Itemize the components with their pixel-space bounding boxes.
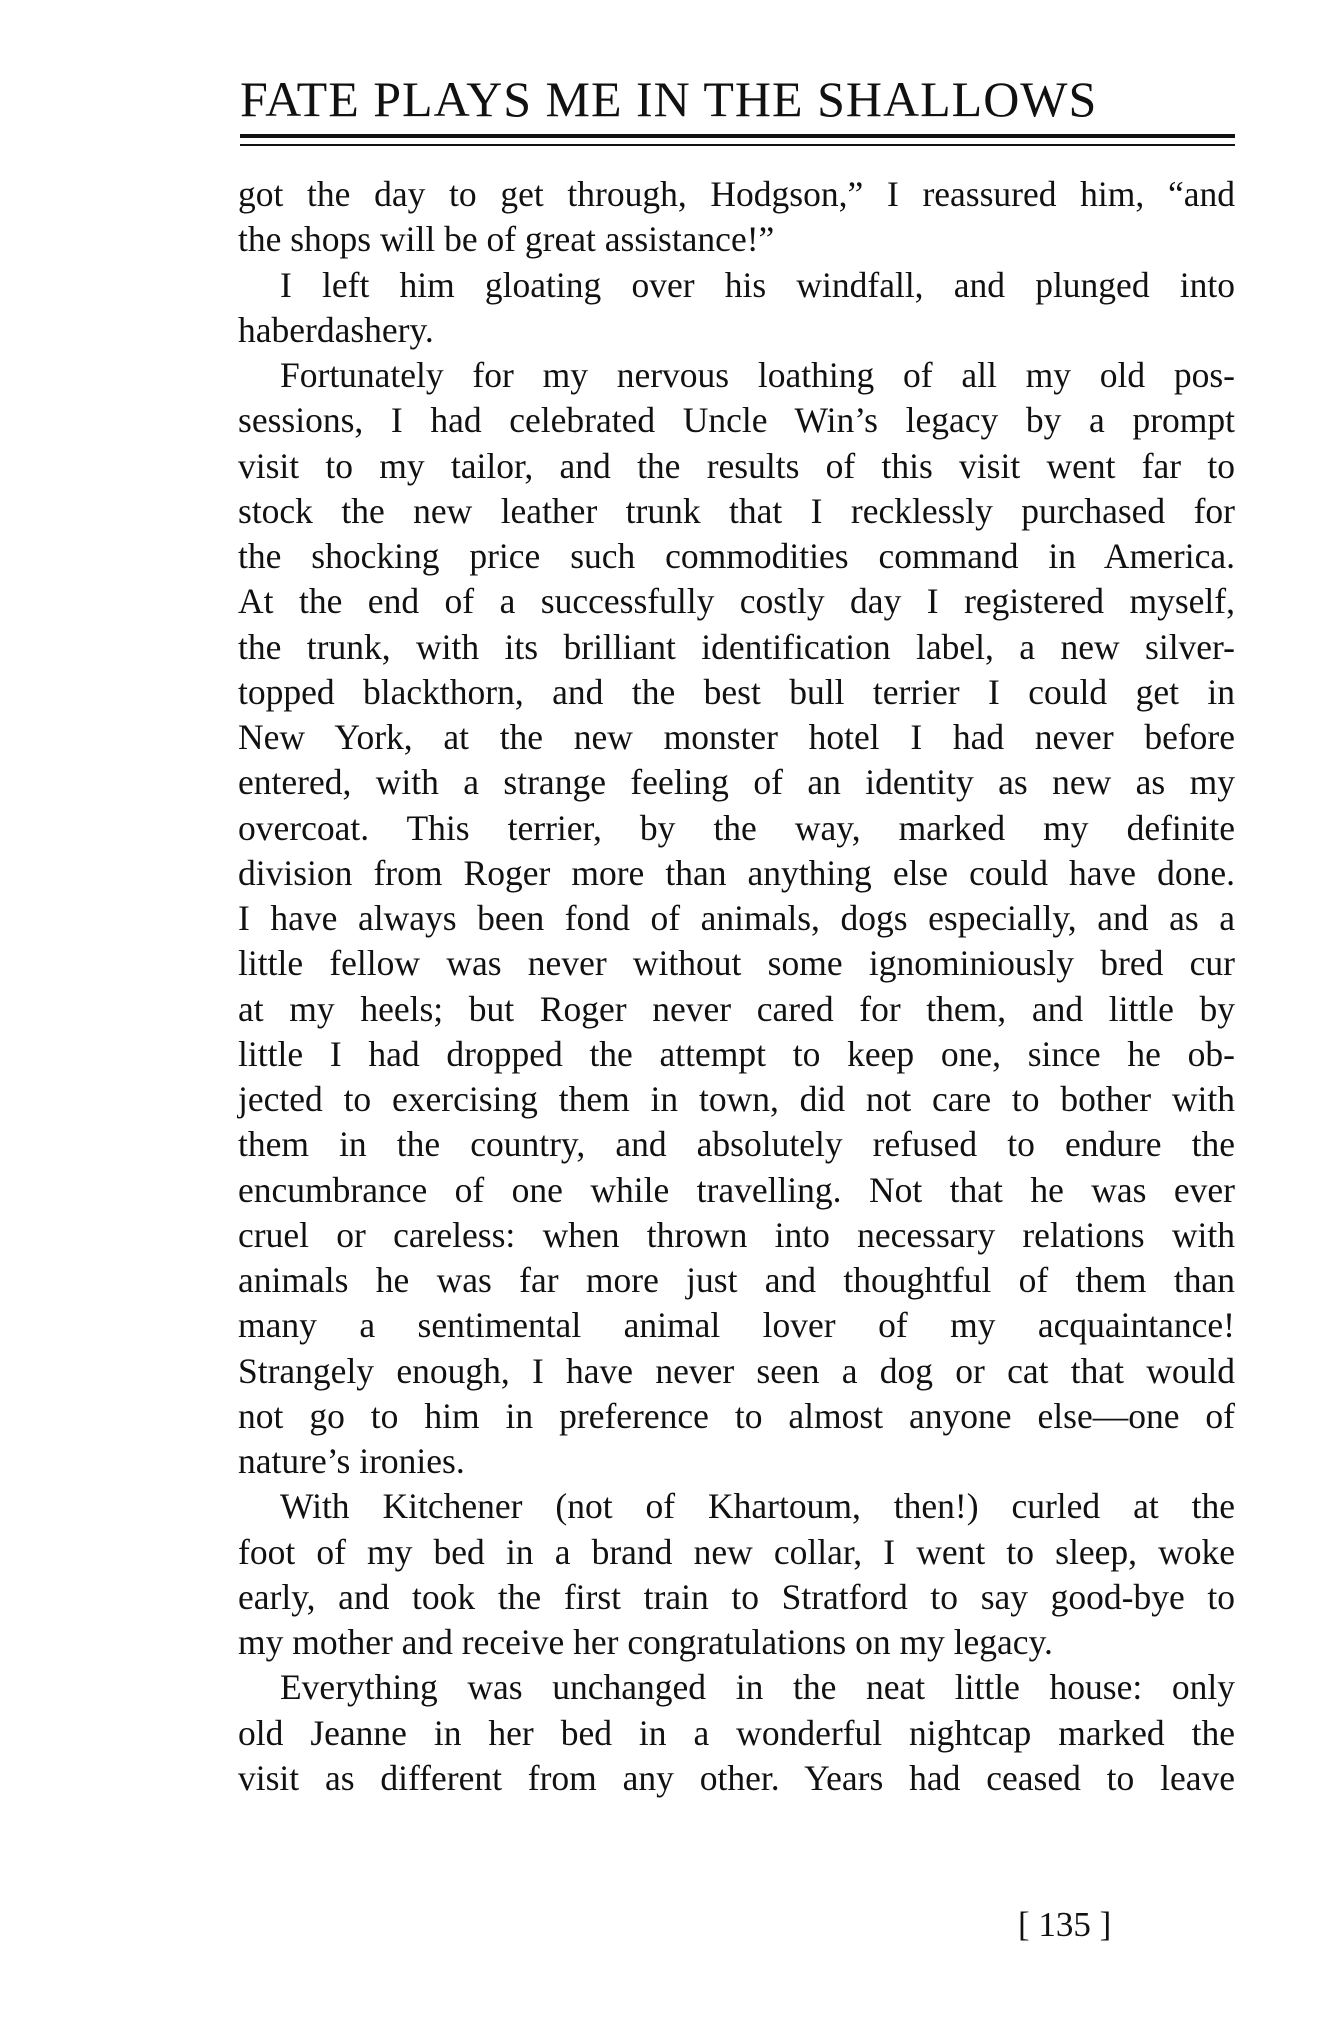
text-line: nature’s ironies.: [238, 1441, 465, 1481]
text-line: With Kitchener (not of Khartoum, then!) curled at the: [280, 1486, 1235, 1527]
text-line: I left him gloating over his windfall, and plunged into: [280, 264, 1235, 305]
text-line: my mother and receive her congratulations on my legacy.: [238, 1622, 1053, 1662]
text-line: sessions, I had celebrated Uncle Win’s legacy by a prompt: [238, 400, 1235, 441]
text-line: haberdashery.: [238, 309, 434, 350]
text-line: the shocking price such commodities command in America.: [238, 536, 1235, 576]
text-line: entered, with a strange feeling of an identity as new as my: [238, 762, 1235, 803]
text-line: old Jeanne in her bed in a wonderful nightcap marked the: [238, 1712, 1235, 1753]
text-line: division from Roger more than anything else could have done.: [238, 852, 1235, 893]
text-line: New York, at the new monster hotel I had never before: [238, 717, 1235, 757]
text-line: got the day to get through, Hodgson,” I reassured him, “and: [238, 174, 1235, 214]
text-line: Fortunately for my nervous loathing of all my old pos-: [280, 355, 1235, 395]
text-line: topped blackthorn, and the best bull terrier I could get in: [238, 671, 1235, 712]
text-line: little fellow was never without some ignominiously bred cur: [238, 943, 1235, 984]
body-text: [238, 172, 1235, 1801]
text-line: not go to him in preference to almost anyone else—one of: [238, 1395, 1235, 1436]
text-line: foot of my bed in a brand new collar, I went to sleep, woke: [238, 1531, 1235, 1572]
running-head: FATE PLAYS ME IN THE SHALLOWS: [240, 71, 1098, 127]
text-line: at my heels; but Roger never cared for them, and little by: [238, 988, 1235, 1029]
header-rule-thin: [240, 144, 1235, 146]
text-line: Everything was unchanged in the neat little house: only: [280, 1667, 1235, 1708]
text-line: the shops will be of great assistance!”: [238, 219, 775, 260]
text-line: little I had dropped the attempt to keep one, since he ob-: [238, 1033, 1235, 1074]
text-line: I have always been fond of animals, dogs especially, and as a: [238, 898, 1235, 938]
text-line: At the end of a successfully costly day I registered myself,: [238, 581, 1235, 622]
text-line: Strangely enough, I have never seen a dog or cat that would: [238, 1350, 1235, 1391]
text-line: overcoat. This terrier, by the way, marked my definite: [238, 807, 1235, 848]
text-line: early, and took the first train to Stratford to say good-bye to: [238, 1576, 1235, 1617]
header-rule-thick: [240, 134, 1235, 138]
text-line: cruel or careless: when thrown into necessary relations with: [238, 1214, 1235, 1255]
page-number: [ 135 ]: [1018, 1905, 1112, 1944]
text-line: the trunk, with its brilliant identification label, a new silver-: [238, 626, 1235, 667]
text-line: many a sentimental animal lover of my acquaintance!: [238, 1305, 1235, 1346]
text-line: them in the country, and absolutely refused to endure the: [238, 1124, 1235, 1165]
text-line: stock the new leather trunk that I recklessly purchased for: [238, 490, 1235, 531]
text-line: visit as different from any other. Years had ceased to leave: [238, 1757, 1235, 1798]
text-line: visit to my tailor, and the results of this visit went far to: [238, 445, 1235, 486]
text-line: encumbrance of one while travelling. Not that he was ever: [238, 1169, 1235, 1210]
text-line: animals he was far more just and thoughtful of them than: [238, 1260, 1235, 1300]
text-line: jected to exercising them in town, did not care to bother with: [238, 1079, 1235, 1119]
